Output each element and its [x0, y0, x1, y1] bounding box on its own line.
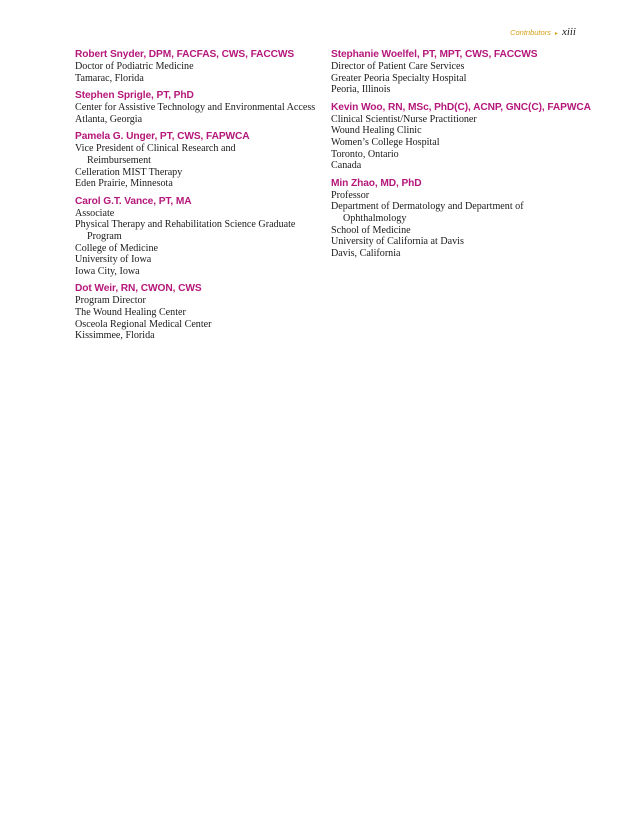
- contributor-name: Kevin Woo, RN, MSc, PhD(C), ACNP, GNC(C), FAPWCA: [331, 101, 591, 113]
- running-head-separator: ▸: [554, 31, 558, 37]
- contributor-entry: [331, 48, 581, 96]
- running-head: [510, 26, 576, 38]
- contributor-name: Pamela G. Unger, PT, CWS, FAPWCA: [75, 131, 250, 143]
- contributor-title: Vice President of Clinical Research and: [75, 143, 236, 155]
- contributors-column-right: [331, 48, 591, 264]
- contributor-affiliation: School of Medicine: [331, 224, 411, 236]
- contributor-affiliation: Department of Dermatology and Department of: [331, 201, 524, 213]
- contributor-affiliation-continued: Ophthalmology: [343, 212, 407, 224]
- contributor-location: Iowa City, Iowa: [75, 265, 140, 277]
- contributor-affiliation: Greater Peoria Specialty Hospital: [331, 72, 467, 84]
- contributor-name: Carol G.T. Vance, PT, MA: [75, 195, 192, 207]
- contributor-location: Davis, California: [331, 247, 401, 259]
- contributor-title: Clinical Scientist/Nurse Practitioner: [331, 113, 477, 125]
- contributor-name: Stephanie Woelfel, PT, MPT, CWS, FACCWS: [331, 49, 538, 60]
- contributor-entry: [75, 48, 315, 84]
- contributor-entry: [75, 282, 315, 341]
- contributor-affiliation: Center for Assistive Technology and Environmental Access: [75, 102, 316, 114]
- contributor-affiliation: University of California at Davis: [331, 236, 464, 248]
- contributor-affiliation: Women’s College Hospital: [331, 136, 440, 148]
- contributor-entry: [75, 195, 315, 278]
- contributor-entry: [75, 130, 315, 189]
- contributor-name: Min Zhao, MD, PhD: [331, 177, 422, 189]
- contributor-entry: [331, 177, 581, 260]
- contributor-name: Robert Snyder, DPM, FACFAS, CWS, FACCWS: [75, 49, 295, 60]
- contributor-affiliation: College of Medicine: [75, 242, 158, 254]
- contributor-title: Associate: [75, 207, 115, 219]
- contributor-location: Peoria, Illinois: [331, 84, 391, 96]
- contributor-location: Tamarac, Florida: [75, 72, 144, 84]
- contributor-location: Atlanta, Georgia: [75, 113, 143, 125]
- contributor-affiliation: Wound Healing Clinic: [331, 125, 422, 137]
- contributor-title: Professor: [331, 189, 370, 201]
- contributor-entry: [331, 101, 591, 172]
- contributor-location: Toronto, Ontario: [331, 148, 399, 160]
- contributor-affiliation: Celleration MIST Therapy: [75, 166, 183, 178]
- contributor-location: Kissimmee, Florida: [75, 330, 155, 342]
- contributor-location: Canada: [331, 160, 362, 172]
- contributors-column-left: [75, 48, 315, 347]
- contributor-title: Director of Patient Care Services: [331, 61, 465, 72]
- contributor-name: Dot Weir, RN, CWON, CWS: [75, 283, 202, 295]
- contributor-affiliation: The Wound Healing Center: [75, 306, 186, 318]
- page-number: xiii: [561, 26, 576, 38]
- contributor-affiliation-continued: Program: [87, 230, 122, 242]
- contributor-location: Eden Prairie, Minnesota: [75, 178, 173, 190]
- contributor-affiliation: University of Iowa: [75, 254, 152, 266]
- running-head-label: Contributors: [510, 28, 551, 37]
- contributor-title-continued: Reimbursement: [87, 154, 151, 166]
- contributor-entry: [75, 89, 315, 125]
- contributor-title: Doctor of Podiatric Medicine: [75, 61, 194, 72]
- contributor-title: Program Director: [75, 295, 146, 307]
- contributor-name: Stephen Sprigle, PT, PhD: [75, 90, 194, 102]
- contributor-affiliation: Physical Therapy and Rehabilitation Science Graduate: [75, 219, 296, 231]
- contributor-affiliation: Osceola Regional Medical Center: [75, 318, 212, 330]
